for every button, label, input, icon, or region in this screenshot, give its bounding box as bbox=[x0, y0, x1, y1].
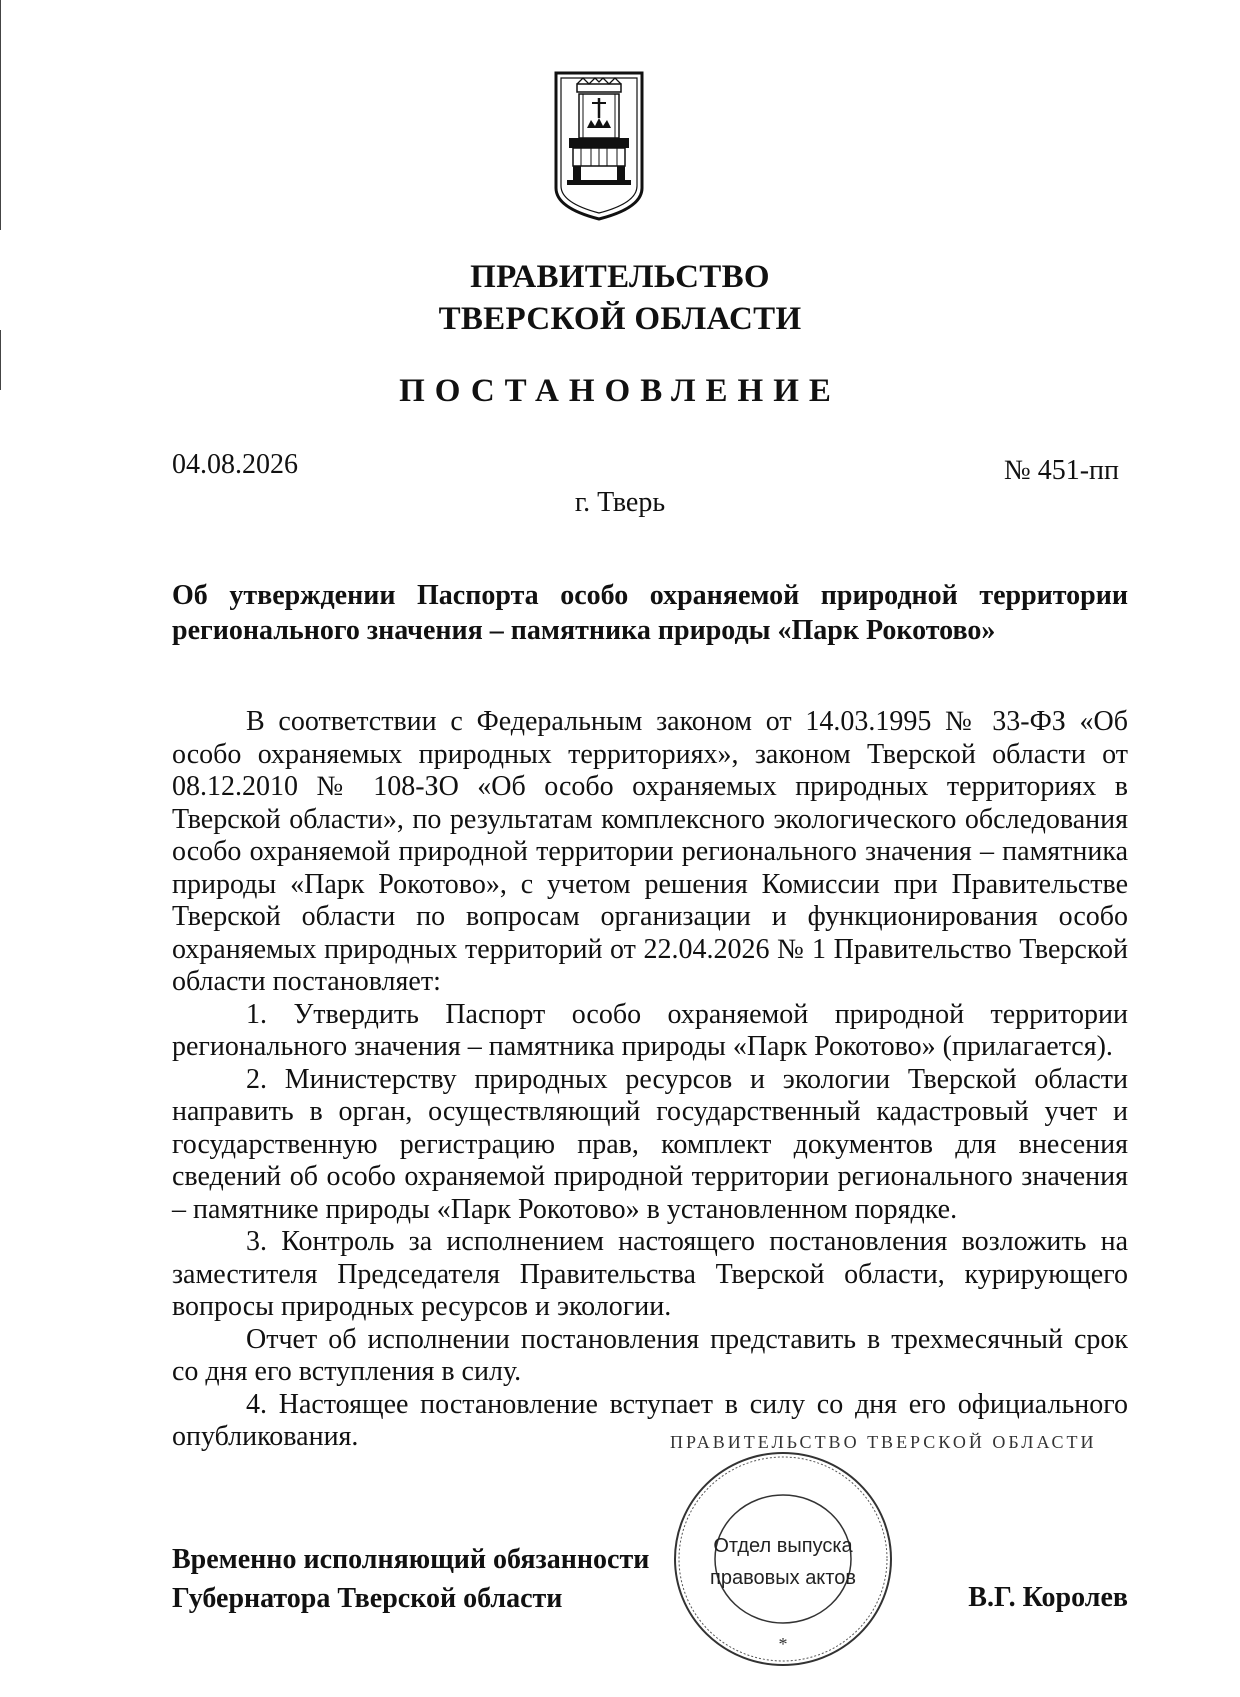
document-body bbox=[172, 706, 1128, 1454]
body-item-1: 1. Утвердить Паспорт особо охраняемой природной территории регионального значения – памятника природы «Парк Рокотово» (прилагается). bbox=[172, 998, 1128, 1062]
document-city: г. Тверь bbox=[574, 487, 666, 518]
scan-edge-mark bbox=[0, 330, 1, 390]
body-intro-paragraph: В соответствии с Федеральным законом от 14.03.1995 № 33-ФЗ «Об особо охраняемых природных территориях», законом Тверской области от 08.12.2010 № 108-ЗО «Об особо охраняемых природных территориях в Тверской области», по результатам комплексного экологического обследования особо охраняемой природной территории регионального значения – памятника природы «Парк Рокотово», с учетом решения Комиссии при Правительстве Тверской области по вопросам организации и функционирования особо охраняемых природных территорий от 22.04.2026 № 1 Правительство Тверской области постановляет: bbox=[172, 706, 1128, 997]
org-name-line2: ТВЕРСКОЙ ОБЛАСТИ bbox=[438, 301, 802, 337]
coat-of-arms-emblem bbox=[553, 70, 645, 222]
stamp-star: * bbox=[778, 1634, 788, 1654]
stamp-ring-text: ПРАВИТЕЛЬСТВО ТВЕРСКОЙ ОБЛАСТИ bbox=[670, 1432, 1097, 1452]
document-number: № 451-пп bbox=[1003, 455, 1119, 486]
stamp-center-line2: правовых актов bbox=[710, 1567, 856, 1589]
document-type: ПОСТАНОВЛЕНИЕ bbox=[399, 373, 841, 409]
body-item-3-report: Отчет об исполнении постановления представить в трехмесячный срок со дня его вступления в силу. bbox=[172, 1323, 1128, 1387]
org-name-line1: ПРАВИТЕЛЬСТВО bbox=[470, 259, 770, 295]
signatory-position bbox=[172, 1540, 649, 1618]
body-item-2: 2. Министерству природных ресурсов и экологии Тверской области направить в орган, осуществляющий государственный кадастровый учет и государственную регистрацию прав, комплект документов для внесения сведений об особо охраняемой природной территории регионального значения – памятнике природы «Парк Рокотово» в установленном порядке. bbox=[172, 1063, 1128, 1225]
document-title: Об утверждении Паспорта особо охраняемой природной территории регионального значения – памятника природы «Парк Рокотово» bbox=[172, 580, 1128, 646]
body-item-3: 3. Контроль за исполнением настоящего постановления возложить на заместителя Председателя Правительства Тверской области, курирующего вопросы природных ресурсов и экологии. bbox=[172, 1226, 1128, 1322]
signatory-position-line1: Временно исполняющий обязанности bbox=[172, 1544, 650, 1575]
scan-edge-mark bbox=[0, 0, 1, 230]
signatory-position-line2: Губернатора Тверской области bbox=[172, 1583, 563, 1614]
signatory-name: В.Г. Королев bbox=[968, 1582, 1128, 1613]
document-date: 04.08.2026 bbox=[172, 449, 298, 480]
body-item-4: 4. Настоящее постановление вступает в силу со дня его официального опубликования. bbox=[172, 1388, 1128, 1452]
stamp-center-line1: Отдел выпуска bbox=[713, 1535, 853, 1557]
